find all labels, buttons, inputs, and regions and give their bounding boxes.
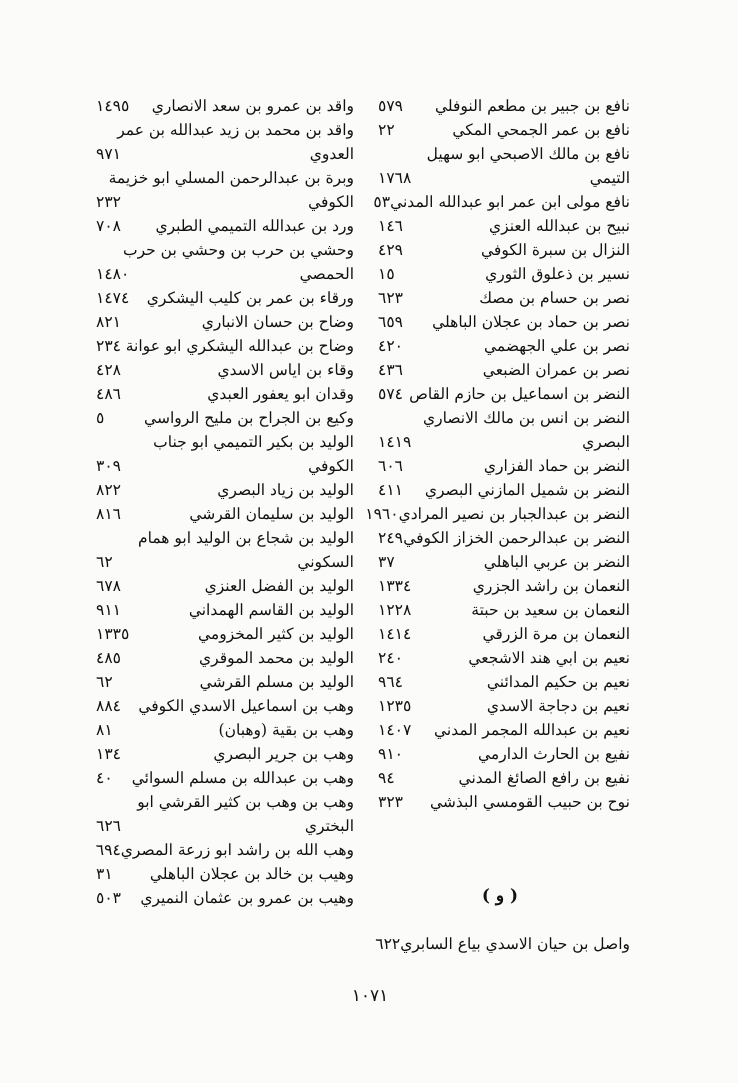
index-entry (96, 358, 354, 382)
index-entry (96, 766, 354, 790)
entry-name: النضر بن شميل المازني البصري (424, 481, 630, 499)
index-entry (96, 454, 354, 478)
entry-name: ورقاء بن عمر بن كليب اليشكري (146, 289, 354, 307)
index-entry (96, 262, 354, 286)
entry-name: وهب بن بقية (وهبان) (218, 721, 354, 739)
entry-name: الوليد بن سليمان القرشي (189, 505, 354, 523)
index-entry (378, 94, 630, 118)
index-entry (96, 94, 354, 118)
entry-number: ١٥ (378, 265, 395, 283)
entry-number: ٤٢٨ (96, 361, 121, 379)
index-entry (96, 238, 354, 262)
entry-number: ٢٤٠ (378, 649, 403, 667)
entry-number: ٨٢١ (96, 313, 121, 331)
entry-name: وقدان ابو يعفور العبدي (207, 385, 354, 403)
index-entry (378, 670, 630, 694)
index-entry (378, 718, 630, 742)
entry-name: وكيع بن الجراح بن مليح الرواسي (144, 409, 354, 427)
entry-name: النضر بن عبدالجبار بن نصير المرادي (398, 505, 630, 523)
entry-name: نافع مولى ابن عمر ابو عبدالله المدني (390, 193, 630, 211)
index-entry (96, 214, 354, 238)
entry-name: وحشي بن حرب بن وحشي بن حرب (123, 241, 354, 259)
entry-number: ٢٤٩ (378, 529, 403, 547)
entry-name: النضر بن حماد الفزاري (483, 457, 630, 475)
entry-number: ٦٩٤ (95, 841, 121, 859)
entry-number: ٨٨٤ (96, 697, 121, 715)
entry-name: نافع بن عمر الجمحي المكي (452, 121, 630, 139)
entry-name: نصر بن علي الجهضمي (483, 337, 630, 355)
entry-number: ٩٤ (378, 769, 395, 787)
entry-name: نفيع بن الحارث الدارمي (478, 745, 630, 763)
entry-name: الوليد بن كثير المخزومي (197, 625, 354, 643)
entry-number: ٤٨٦ (96, 385, 121, 403)
index-entry (96, 814, 354, 838)
entry-name: وبرة بن عبدالرحمن المسلي ابو خزيمة (108, 169, 354, 187)
index-entry (96, 406, 354, 430)
section-entries (375, 932, 630, 956)
entry-name: نعيم بن حكيم المدائني (486, 673, 630, 691)
entry-name: نفيع بن رافع الصائغ المدني (458, 769, 630, 787)
index-entry (96, 166, 354, 190)
index-entry (96, 694, 354, 718)
entry-name: وهب بن اسماعيل الاسدي الكوفي (138, 697, 354, 715)
index-entry (378, 382, 630, 406)
entry-number: ١٣٣٥ (96, 625, 130, 643)
entry-number: ٦٥٩ (378, 313, 403, 331)
entry-number: ٢٣٤ (96, 337, 121, 355)
entry-name: النضر بن عبدالرحمن الخزاز الكوفي (403, 529, 630, 547)
entry-name: نصر بن حماد بن عجلان الباهلي (432, 313, 630, 331)
section-heading-waw: ( و ) (481, 886, 519, 906)
entry-number: ٨١ (96, 721, 113, 739)
index-entry (378, 310, 630, 334)
index-entry (96, 502, 354, 526)
index-entry (96, 718, 354, 742)
index-entry (96, 742, 354, 766)
index-entry (96, 574, 354, 598)
entry-number: ٦٢٣ (378, 289, 403, 307)
entry-name: النضر بن اسماعيل بن حازم القاص (409, 385, 630, 403)
entry-number: ١٤٩٥ (96, 97, 130, 115)
entry-number: ١٧٦٨ (378, 169, 412, 187)
index-entry (378, 238, 630, 262)
entry-name: النضر بن انس بن مالك الانصاري (423, 409, 630, 427)
entry-number: ٤٨٥ (96, 649, 121, 667)
entry-number: ٩٧١ (96, 145, 121, 163)
entry-name: الوليد بن زياد البصري (217, 481, 354, 499)
entry-number: ٩١٠ (378, 745, 403, 763)
index-entry (96, 790, 354, 814)
entry-name: واصل بن حيان الاسدي بياع السابري (400, 935, 630, 953)
index-entry (96, 430, 354, 454)
index-entry (378, 358, 630, 382)
entry-name: النعمان بن مرة الزرقي (482, 625, 630, 643)
entry-number: ١٤١٩ (378, 433, 412, 451)
index-entry (378, 118, 630, 142)
entry-number: ٦٢ (96, 553, 113, 571)
entry-number: ١٢٢٨ (378, 601, 412, 619)
index-entry (378, 430, 630, 454)
index-entry (378, 574, 630, 598)
entry-number: ٥ (96, 409, 105, 427)
index-entry (378, 790, 630, 814)
entry-number: ٤٣٦ (378, 361, 403, 379)
entry-name: الوليد بن القاسم الهمداني (188, 601, 354, 619)
entry-name: الكوفي (308, 193, 354, 211)
entry-name: نبيح بن عبدالله العنزي (489, 217, 630, 235)
entry-name: ورد بن عبدالله التميمي الطبري (155, 217, 354, 235)
entry-name: الحمصي (299, 265, 354, 283)
entry-number: ١٣٤ (96, 745, 121, 763)
index-entry (378, 598, 630, 622)
entry-number: ٤٢٠ (378, 337, 403, 355)
entry-name: وهيب بن خالد بن عجلان الباهلي (149, 865, 354, 883)
entry-number: ٥٠٣ (96, 889, 121, 907)
entry-name: السكوني (297, 553, 354, 571)
entry-name: الوليد بن مسلم القرشي (199, 673, 354, 691)
index-entry (378, 646, 630, 670)
entry-number: ٩٦٤ (378, 673, 403, 691)
index-entry (378, 526, 630, 550)
entry-name: نعيم بن عبدالله المجمر المدني (433, 721, 630, 739)
index-entry (96, 190, 354, 214)
entry-name: التيمي (589, 169, 630, 187)
entry-name: واقد بن عمرو بن سعد الانصاري (151, 97, 354, 115)
entry-name: وهب بن وهب بن كثير القرشي ابو (137, 793, 354, 811)
entry-name: وهب بن جرير البصري (213, 745, 354, 763)
entry-name: نصر بن عمران الضبعي (482, 361, 630, 379)
entry-number: ٥٧٤ (378, 385, 403, 403)
entry-number: ٦٢ (96, 673, 113, 691)
index-entry (96, 862, 354, 886)
entry-name: النعمان بن راشد الجزري (472, 577, 630, 595)
entry-number: ٤٢٩ (378, 241, 403, 259)
entry-number: ٦٢٦ (96, 817, 121, 835)
entry-number: ٧٠٨ (96, 217, 121, 235)
index-entry (96, 118, 354, 142)
entry-name: نوح بن حبيب القومسي البذشي (430, 793, 630, 811)
index-entry (96, 598, 354, 622)
left-column (96, 94, 354, 910)
entry-number: ٥٧٩ (378, 97, 403, 115)
index-entry (96, 286, 354, 310)
index-entry (365, 502, 630, 526)
index-entry (96, 142, 354, 166)
entry-number: ٤٠ (96, 769, 113, 787)
entry-number: ٦٢٢ (375, 935, 401, 953)
entry-name: وهيب بن عمرو بن عثمان النميري (140, 889, 354, 907)
entry-name: البصري (582, 433, 630, 451)
entry-name: نعيم بن ابي هند الاشجعي (468, 649, 630, 667)
entry-name: العدوي (309, 145, 354, 163)
entry-number: ١٩٦٠ (365, 505, 399, 523)
entry-number: ١٤١٤ (378, 625, 412, 643)
index-entry (378, 766, 630, 790)
index-entry (378, 286, 630, 310)
index-entry (378, 214, 630, 238)
index-entry (96, 310, 354, 334)
index-entry (378, 262, 630, 286)
index-entry (378, 142, 630, 166)
entry-name: النعمان بن سعيد بن حبتة (471, 601, 630, 619)
entry-name: نافع بن جبير بن مطعم النوفلي (434, 97, 630, 115)
index-entry (378, 742, 630, 766)
index-entry (378, 406, 630, 430)
entry-name: وضاح بن حسان الانباري (201, 313, 354, 331)
entry-number: ١٣٣٤ (378, 577, 412, 595)
entry-name: البختري (304, 817, 354, 835)
entry-name: وضاح بن عبدالله اليشكري ابو عوانة (125, 337, 354, 355)
entry-number: ١٤٠٧ (378, 721, 412, 739)
entry-name: وهب الله بن راشد ابو زرعة المصري (120, 841, 354, 859)
entry-number: ٨١٦ (96, 505, 121, 523)
entry-name: الوليد بن شجاع بن الوليد ابو همام (138, 529, 354, 547)
entry-name: واقد بن محمد بن زيد عبدالله بن عمر (117, 121, 354, 139)
page-number: ١٠٧١ (351, 986, 389, 1006)
index-entry (96, 526, 354, 550)
index-entry (96, 646, 354, 670)
index-entry (378, 166, 630, 190)
entry-number: ١٤٧٤ (96, 289, 130, 307)
right-column (365, 94, 630, 814)
index-entry (96, 886, 354, 910)
entry-number: ١٤٨٠ (96, 265, 130, 283)
entry-name: الكوفي (308, 457, 354, 475)
index-entry (96, 478, 354, 502)
entry-name: النزال بن سبرة الكوفي (481, 241, 630, 259)
entry-number: ٦٧٨ (96, 577, 121, 595)
index-entry (373, 190, 630, 214)
index-entry (96, 382, 354, 406)
index-entry (96, 622, 354, 646)
entry-number: ٣٢٣ (378, 793, 403, 811)
entry-name: النضر بن عربي الباهلي (483, 553, 630, 571)
entry-number: ٢٢ (378, 121, 395, 139)
entry-number: ٨٢٢ (96, 481, 121, 499)
entry-number: ٣٠٩ (96, 457, 121, 475)
index-entry (96, 838, 354, 862)
index-entry (378, 622, 630, 646)
entry-name: نعيم بن دجاجة الاسدي (486, 697, 630, 715)
entry-number: ٦٠٦ (378, 457, 403, 475)
index-entry (378, 478, 630, 502)
entry-number: ١٤٦ (378, 217, 403, 235)
index-entry (378, 550, 630, 574)
entry-number: ٣١ (96, 865, 113, 883)
entry-name: وقاء بن اياس الاسدي (217, 361, 354, 379)
entry-name: الوليد بن بكير التميمي ابو جناب (153, 433, 354, 451)
entry-number: ٣٧ (378, 553, 395, 571)
entry-number: ٩١١ (96, 601, 121, 619)
entry-number: ١٢٣٥ (378, 697, 412, 715)
index-entry (96, 550, 354, 574)
index-entry (378, 454, 630, 478)
entry-name: الوليد بن محمد الموقري (199, 649, 354, 667)
index-entry (96, 334, 354, 358)
entry-name: وهب بن عبدالله بن مسلم السوائي (131, 769, 354, 787)
index-entry (378, 334, 630, 358)
entry-number: ٥٣ (373, 193, 391, 211)
entry-number: ٢٣٢ (96, 193, 121, 211)
index-entry (378, 694, 630, 718)
entry-name: نصر بن حسام بن مصك (479, 289, 630, 307)
entry-number: ٤١١ (378, 481, 403, 499)
index-entry (96, 670, 354, 694)
index-entry (375, 932, 630, 956)
entry-name: نسير بن ذعلوق الثوري (485, 265, 630, 283)
entry-name: نافع بن مالك الاصبحي ابو سهيل (426, 145, 630, 163)
entry-name: الوليد بن الفضل العنزي (204, 577, 354, 595)
